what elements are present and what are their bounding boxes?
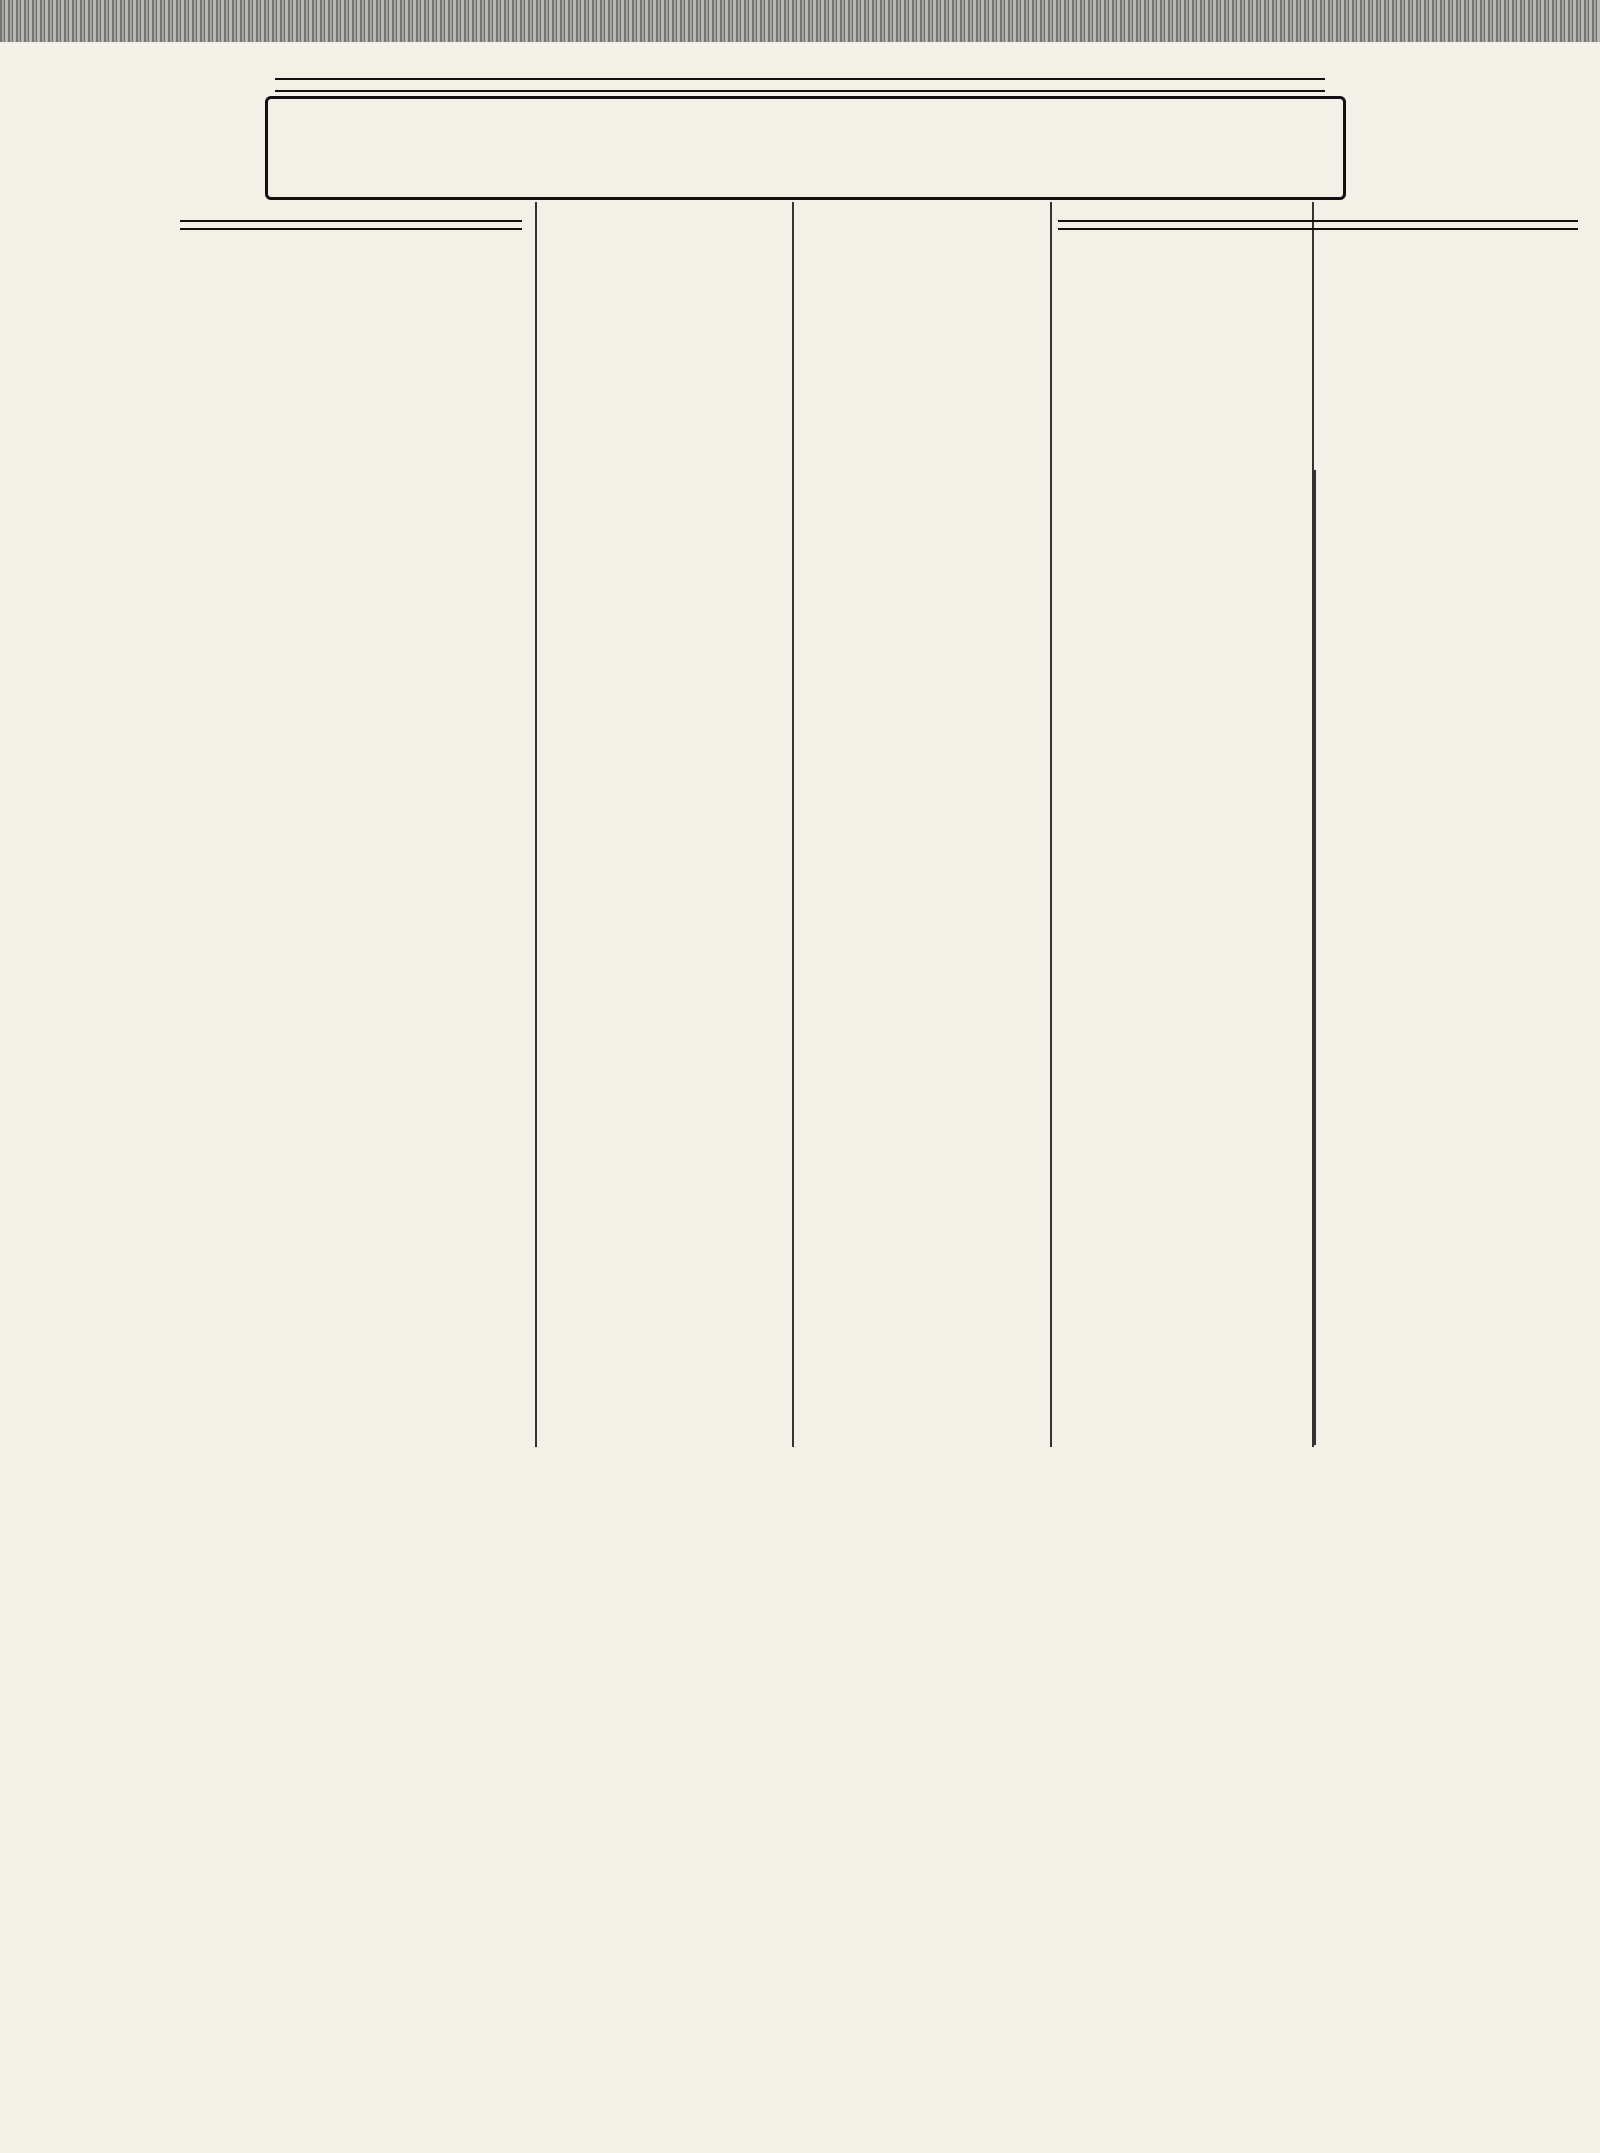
- column-rule: [1314, 470, 1316, 1445]
- column-1: [180, 202, 522, 236]
- column-3: [802, 202, 1040, 216]
- divider: [180, 228, 522, 230]
- drama-body-col-a: [1058, 475, 1308, 481]
- column-rule: [792, 202, 794, 1447]
- divider: [1058, 228, 1578, 230]
- column-2: [545, 470, 783, 486]
- divider: [1058, 220, 1578, 222]
- scan-border: [0, 0, 1600, 42]
- banner-box: [265, 96, 1346, 200]
- column-rule: [535, 202, 537, 1447]
- drama-headline-stack: [1058, 206, 1578, 236]
- masthead-rule: [275, 78, 1325, 92]
- divider: [180, 220, 522, 222]
- column-rule: [1050, 202, 1052, 1447]
